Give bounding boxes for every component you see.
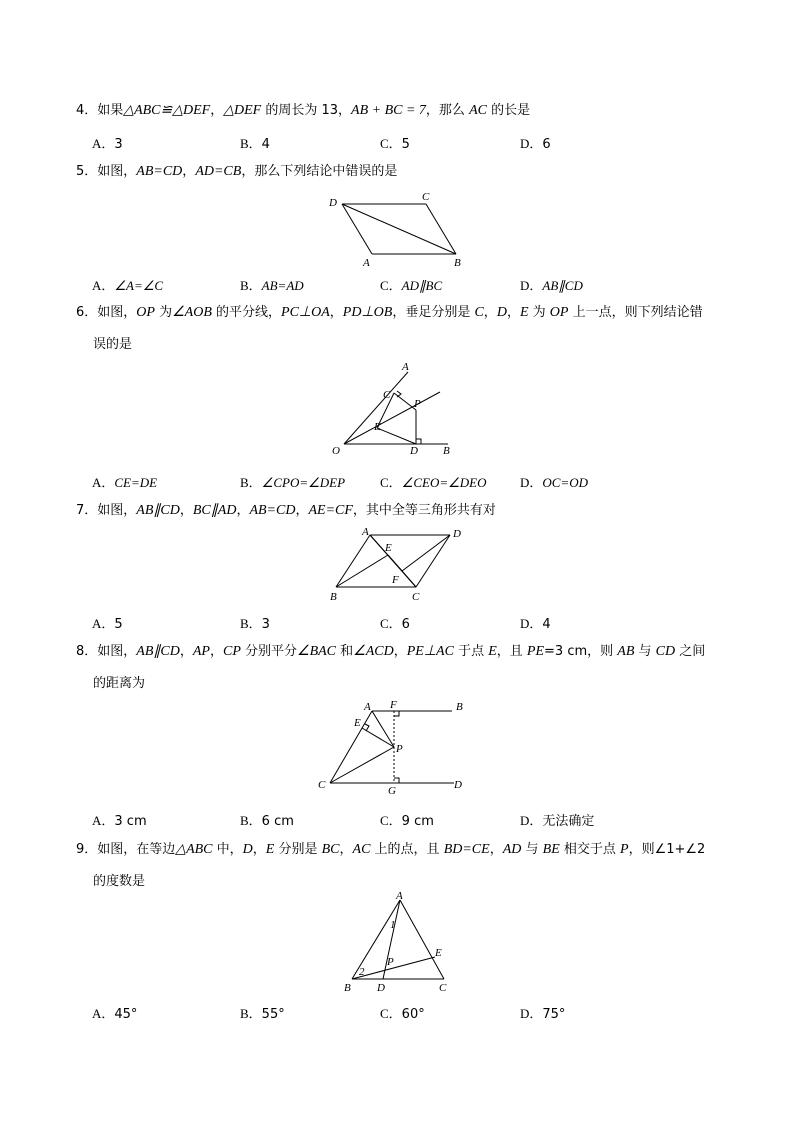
- label-a: A: [396, 890, 403, 902]
- option-c[interactable]: C．5: [380, 136, 410, 152]
- option-b[interactable]: B．4: [240, 136, 270, 152]
- label-d: D: [410, 445, 418, 457]
- option-a[interactable]: A．CE=DE: [92, 475, 158, 490]
- question-number: 5．: [76, 164, 98, 179]
- question-7: 7．如图，AB∥CD，BC∥AD，AB=CD，AE=CF，其中全等三角形共有对: [76, 503, 496, 518]
- option-d[interactable]: D．4: [520, 616, 551, 632]
- question-number: 8．: [76, 644, 98, 659]
- label-b: B: [454, 257, 461, 269]
- option-c[interactable]: C．6: [380, 616, 410, 632]
- question-9: 9．如图，在等边△ABC 中，D，E 分别是 BC，AC 上的点，且 BD=CE，AD 与 BE 相交于点 P，则∠1+∠2 的度数是: [76, 842, 706, 889]
- question-number: 9．: [76, 842, 98, 857]
- option-d[interactable]: D．6: [520, 136, 551, 152]
- option-d[interactable]: D．AB∥CD: [520, 278, 583, 293]
- label-c: C: [383, 389, 391, 401]
- label-d: D: [453, 528, 461, 540]
- option-c[interactable]: C．60°: [380, 1006, 425, 1022]
- question-number: 6．: [76, 305, 98, 320]
- label-b: B: [456, 701, 463, 713]
- label-2: 2: [359, 966, 365, 978]
- label-e: E: [354, 717, 361, 729]
- question-number: 4．: [76, 103, 98, 118]
- option-a[interactable]: A．5: [92, 616, 123, 632]
- option-b[interactable]: B．AB=AD: [240, 278, 304, 293]
- label-c: C: [318, 779, 326, 791]
- option-a[interactable]: A．45°: [92, 1006, 138, 1022]
- question-4: 4．如果△ABC≌△DEF，△DEF 的周长为 13，AB + BC = 7，那么 AC 的长是: [76, 103, 531, 118]
- label-1: 1: [390, 919, 396, 931]
- label-p: P: [414, 398, 421, 410]
- options-q6: [92, 472, 712, 490]
- label-a: A: [364, 701, 371, 713]
- label-e: E: [385, 542, 392, 554]
- figure-q9-equilateral-triangle: [338, 888, 458, 998]
- question-5: 5．如图，AB=CD，AD=CB，那么下列结论中错误的是: [76, 164, 398, 179]
- label-c: C: [422, 191, 430, 203]
- label-e: E: [374, 421, 381, 433]
- label-p: P: [396, 743, 403, 755]
- label-f: F: [392, 574, 399, 586]
- option-a[interactable]: A．∠A=∠C: [92, 278, 164, 293]
- label-a: A: [363, 257, 370, 269]
- option-b[interactable]: B．3: [240, 616, 270, 632]
- option-d[interactable]: D．75°: [520, 1006, 566, 1022]
- option-d[interactable]: D．无法确定: [520, 813, 595, 829]
- label-b: B: [443, 445, 450, 457]
- options-q5: [92, 275, 712, 293]
- option-a[interactable]: A．3: [92, 136, 123, 152]
- label-c: C: [412, 591, 420, 603]
- option-d[interactable]: D．OC=OD: [520, 475, 588, 490]
- figure-q8-parallel-lines: [314, 697, 474, 797]
- label-d: D: [454, 779, 462, 791]
- label-o: O: [332, 445, 340, 457]
- question-6: 6．如图，OP 为∠AOB 的平分线，PC⊥OA，PD⊥OB，垂足分别是 C，D，E 为 OP 上一点，则下列结论错 误的是: [76, 305, 703, 352]
- label-p: P: [387, 956, 394, 968]
- label-f: F: [390, 699, 397, 711]
- options-q7: [92, 613, 712, 631]
- figure-q7-parallelogram: [322, 527, 472, 607]
- label-a: A: [402, 361, 409, 373]
- label-b: B: [330, 591, 337, 603]
- label-c: C: [439, 982, 447, 994]
- label-b: B: [344, 982, 351, 994]
- figure-q5-parallelogram: [320, 188, 470, 268]
- options-q8: [92, 810, 712, 828]
- options-q4: [92, 133, 712, 151]
- option-c[interactable]: C．AD∥BC: [380, 278, 443, 293]
- label-e: E: [435, 947, 442, 959]
- options-q9: [92, 1003, 712, 1021]
- question-number: 7．: [76, 503, 98, 518]
- label-d: D: [329, 197, 337, 209]
- option-b[interactable]: B．∠CPO=∠DEP: [240, 475, 346, 490]
- option-a[interactable]: A．3 cm: [92, 813, 147, 829]
- question-8: 8．如图，AB∥CD，AP，CP 分别平分∠BAC 和∠ACD，PE⊥AC 于点 E，且 PE=3 cm，则 AB 与 CD 之间 的距离为: [76, 644, 706, 691]
- option-c[interactable]: C．∠CEO=∠DEO: [380, 475, 487, 490]
- label-g: G: [388, 785, 396, 797]
- option-b[interactable]: B．6 cm: [240, 813, 294, 829]
- figure-q6-angle-bisector: [330, 360, 460, 460]
- label-a: A: [362, 526, 369, 538]
- option-b[interactable]: B．55°: [240, 1006, 285, 1022]
- option-c[interactable]: C．9 cm: [380, 813, 434, 829]
- label-d: D: [377, 982, 385, 994]
